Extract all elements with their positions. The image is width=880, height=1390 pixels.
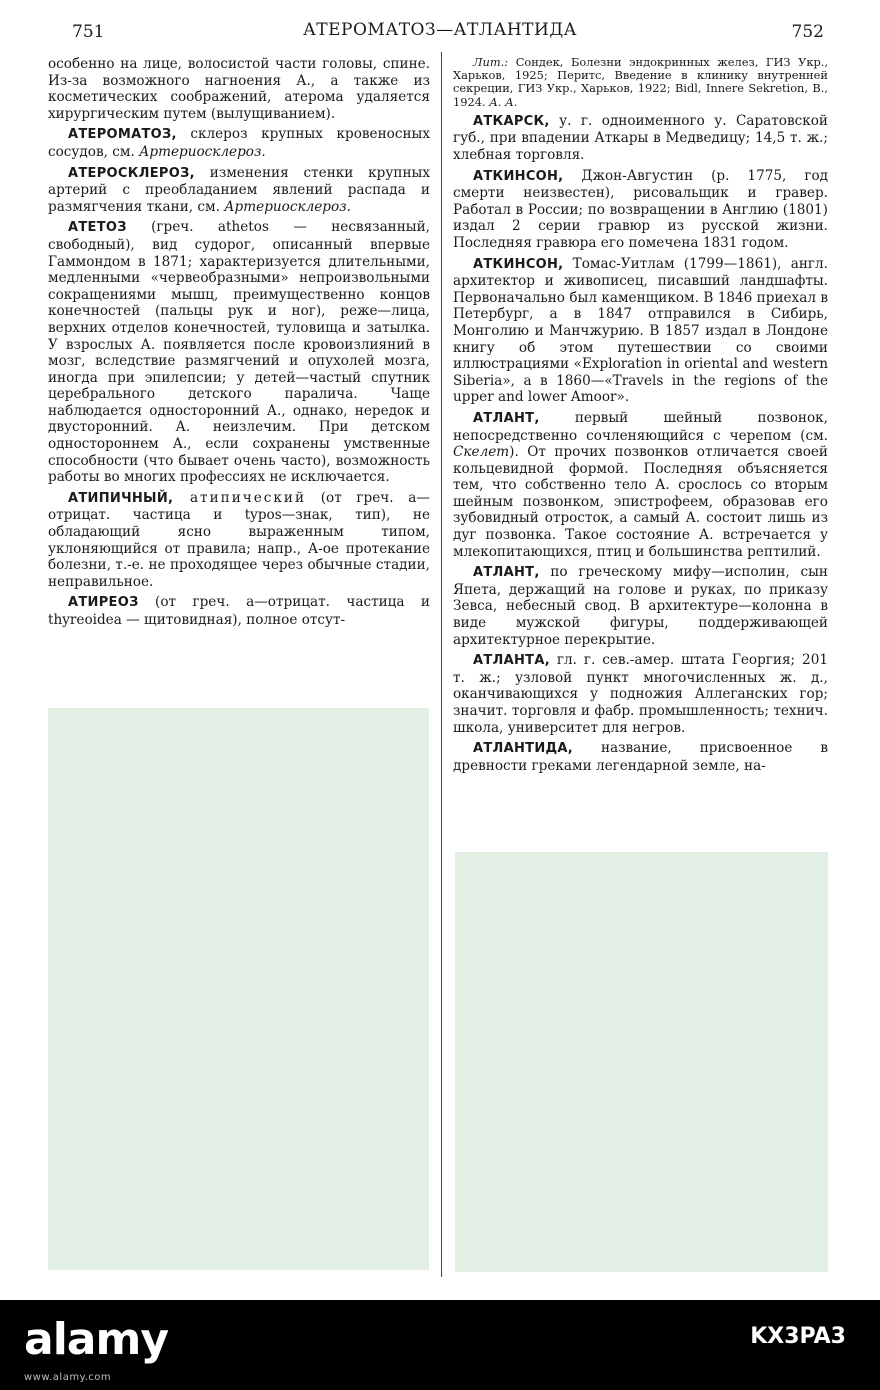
author-signature: А. А. xyxy=(489,94,518,109)
left-column xyxy=(48,56,430,633)
column-divider xyxy=(441,52,442,1277)
entry-headword: АТИРЕОЗ xyxy=(68,595,139,611)
entry-atlant-myth: АТЛАНТ, по греческому мифу—исполин, сын Япета, держащий на голове и руках, по приказу Зевса, небесный свод. В архитектуре—колонна в виде мужской фигуры, поддерживающей архитектурное перекрытие. xyxy=(453,564,828,648)
cross-reference: Скелет xyxy=(453,444,510,461)
cross-reference: Артериосклероз. xyxy=(224,198,351,215)
watermark-url: www.alamy.com xyxy=(24,1372,112,1383)
page-header xyxy=(0,14,880,48)
literature-note: Лит.: Сондек, Болезни эндокринных желез, ГИЗ Укр., Харьков, 1925; Перитс, Введение в клинику внутренней секреции, ГИЗ Укр., Харьков, 1922; Bidl, Innere Sekretion, B., 1924. А. А. xyxy=(453,55,828,109)
entry-atkarsk: АТКАРСК, у. г. одноименного у. Саратовской губ., при впадении Аткары в Медведицу; 14,5 т. ж.; хлебная торговля. xyxy=(453,112,828,163)
alamy-logo: alamy xyxy=(24,1314,168,1365)
entry-atlantida: АТЛАНТИДА, название, присвоенное в древности греками легендарной земле, на- xyxy=(453,740,828,774)
entry-headword: АТЛАНТ, xyxy=(473,410,540,426)
entry-atkinson-john: АТКИНСОН, Джон-Августин (р. 1775, год смерти неизвестен), рисовальщик и гравер. Работал в России; по возвращении в Англию (1801) издал 2 серии гравюр из русской жизни. Последняя гравюра его помечена 1831 годом. xyxy=(453,167,828,251)
entry-headword: АТЛАНТ, xyxy=(473,565,540,581)
blank-area-right xyxy=(455,852,828,1272)
entry-ateroskleroz: АТЕРОСКЛЕРОЗ, изменения стенки крупных артерий с преобладанием явлений распада и размягчения ткани, см. Артериосклероз. xyxy=(48,164,430,215)
entry-headword: АТИПИЧНЫЙ, xyxy=(68,490,174,506)
right-column xyxy=(453,56,828,778)
continued-paragraph: особенно на лице, волосистой части головы, спине. Из-за возможного нагноения А., а также из косметических соображений, атерома удаляется хирургическим путем (вылущиванием). xyxy=(48,56,430,122)
entry-atkinson-thomas: АТКИНСОН, Томас-Уитлам (1799—1861), англ. архитектор и живописец, писавший ландшафты. Первоначально был каменщиком. В 1846 приехал в Петербург, а в 1847 отправился в Сибирь, Монголию и Манчжурию. В 1857 издал в Лондоне книгу об этом путешествии со своими иллюстрациями «Exploration in oriental and western Siberia», а в 1860—«Travels in the regions of the upper and lower Amoor». xyxy=(453,255,828,406)
image-code: KX3PA3 xyxy=(750,1324,846,1349)
entry-atetoz: АТЕТОЗ (греч. athetos — несвязанный, свободный), вид судорог, описанный впервые Гаммондом в 1871; характеризуется длительными, медленными «червеобразными» непроизвольными сокращениями мышц, преимущественно концов конечностей (пальцы рук и ног), реже—лица, верхних отделов конечностей, туловища и затылка. У взрослых А. появляется после кровоизлияний в мозг, вследствие размягчений и опухолей мозга, иногда при эпилепсии; у детей—частый спутник церебрального детского паралича. Чаще наблюдается односторонний А., однако, нередок и двусторонний. А. неизлечим. При детском одностороннем А., если сохранены умственные способности (что бывает очень часто), возможность работы во многих профессиях не исключается. xyxy=(48,219,430,486)
entry-atlanta: АТЛАНТА, гл. г. сев.-амер. штата Георгия; 201 т. ж.; узловой пункт многочисленных ж. д., оканчивающихся у подножия Аллеганских гор; значит. торговля и фабр. промышленность; технич. школа, университет для негров. xyxy=(453,652,828,736)
entry-headword: АТКИНСОН, xyxy=(473,168,564,184)
running-title: АТЕРОМАТОЗ—АТЛАНТИДА xyxy=(302,20,578,40)
entry-headword: АТЛАНТИДА, xyxy=(473,741,573,757)
page-number-right: 752 xyxy=(791,22,824,42)
entry-headword: АТЕТОЗ xyxy=(68,220,127,236)
entry-headword: АТКИНСОН, xyxy=(473,256,564,272)
entry-atlant-vertebra: АТЛАНТ, первый шейный позвонок, непосредственно сочленяющийся с черепом (см. Скелет). От прочих позвонков отличается своей кольцевидной формой. Последняя объясняется тем, что собственно тело А. срослось со вторым шейным позвонком, эпистрофеем, образовав его зубовидный отросток, а самый А. состоит лишь из дуг позвонка. Такое состояние А. встречается у млекопитающихся, птиц и большинства рептилий. xyxy=(453,409,828,560)
entry-headword: АТЛАНТА, xyxy=(473,653,550,669)
blank-area-left xyxy=(48,708,429,1270)
page-number-left: 751 xyxy=(72,22,105,42)
watermark-banner xyxy=(0,1300,880,1390)
cross-reference: Артериосклероз. xyxy=(139,143,266,160)
entry-atireoz: АТИРЕОЗ (от греч. а—отрицат. частица и thyreoidea — щитовидная), полное отсут- xyxy=(48,594,430,628)
entry-headword: АТЕРОМАТОЗ, xyxy=(68,127,177,143)
spaced-synonym: атипический xyxy=(173,489,307,506)
entry-headword: АТКАРСК, xyxy=(473,113,550,129)
entry-headword: АТЕРОСКЛЕРОЗ, xyxy=(68,165,195,181)
entry-atipichny: АТИПИЧНЫЙ, атипический (от греч. а—отрицат. частица и typos—знак, тип), не обладающий ясно выраженным типом, уклоняющийся от правила; напр., А-ое протекание болезни, т.-е. не проходящее через обычные стадии, неправильное. xyxy=(48,489,430,590)
entry-ateromatoz: АТЕРОМАТОЗ, склероз крупных кровеносных сосудов, см. Артериосклероз. xyxy=(48,126,430,160)
